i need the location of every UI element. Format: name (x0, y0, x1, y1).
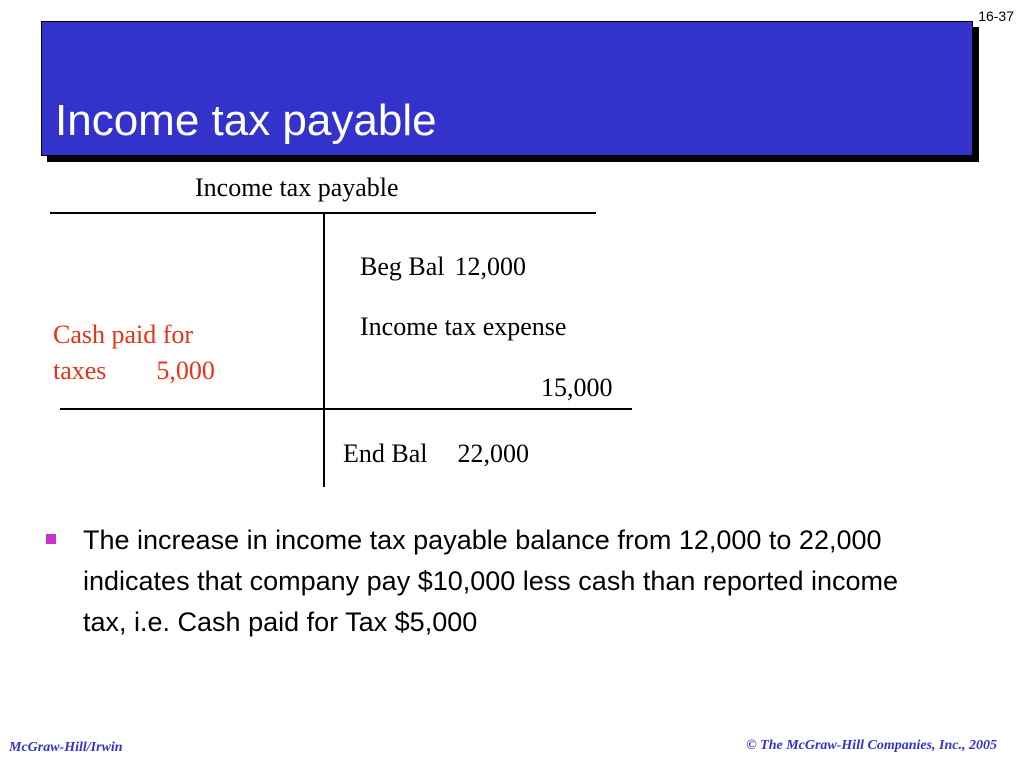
ending-balance-row (343, 439, 529, 469)
title-banner (41, 21, 973, 156)
t-account-total-rule (60, 408, 632, 410)
t-account-vertical-rule (323, 214, 325, 487)
debit-label-line2: taxes (53, 356, 107, 385)
bullet-item: The increase in income tax payable balance from 12,000 to 22,000 indicates that company pay $10,000 less cash than reported income tax, i.e. Cash paid for Tax $5,000 (83, 525, 898, 637)
ending-balance-label: End Bal (343, 439, 428, 468)
beginning-balance-label: Beg Bal (360, 252, 445, 281)
square-bullet-icon (46, 534, 56, 544)
footer-copyright: © The McGraw-Hill Companies, Inc., 2005 (746, 738, 997, 753)
income-tax-expense-label: Income tax expense (360, 312, 567, 341)
debit-amount: 5,000 (156, 356, 215, 385)
income-tax-expense-amount: 15,000 (541, 373, 613, 402)
beginning-balance-amount: 12,000 (454, 252, 526, 281)
debit-label-line2-row (53, 353, 215, 389)
slide-title: Income tax payable (55, 96, 437, 145)
ending-balance-amount: 22,000 (457, 439, 529, 468)
footer-publisher: McGraw-Hill/Irwin (9, 740, 123, 755)
slide-number: 16-37 (978, 8, 1014, 24)
beginning-balance-row (360, 252, 526, 282)
debit-entry (53, 317, 215, 389)
t-account-title: Income tax payable (195, 173, 399, 202)
debit-label-line1: Cash paid for (53, 320, 194, 349)
